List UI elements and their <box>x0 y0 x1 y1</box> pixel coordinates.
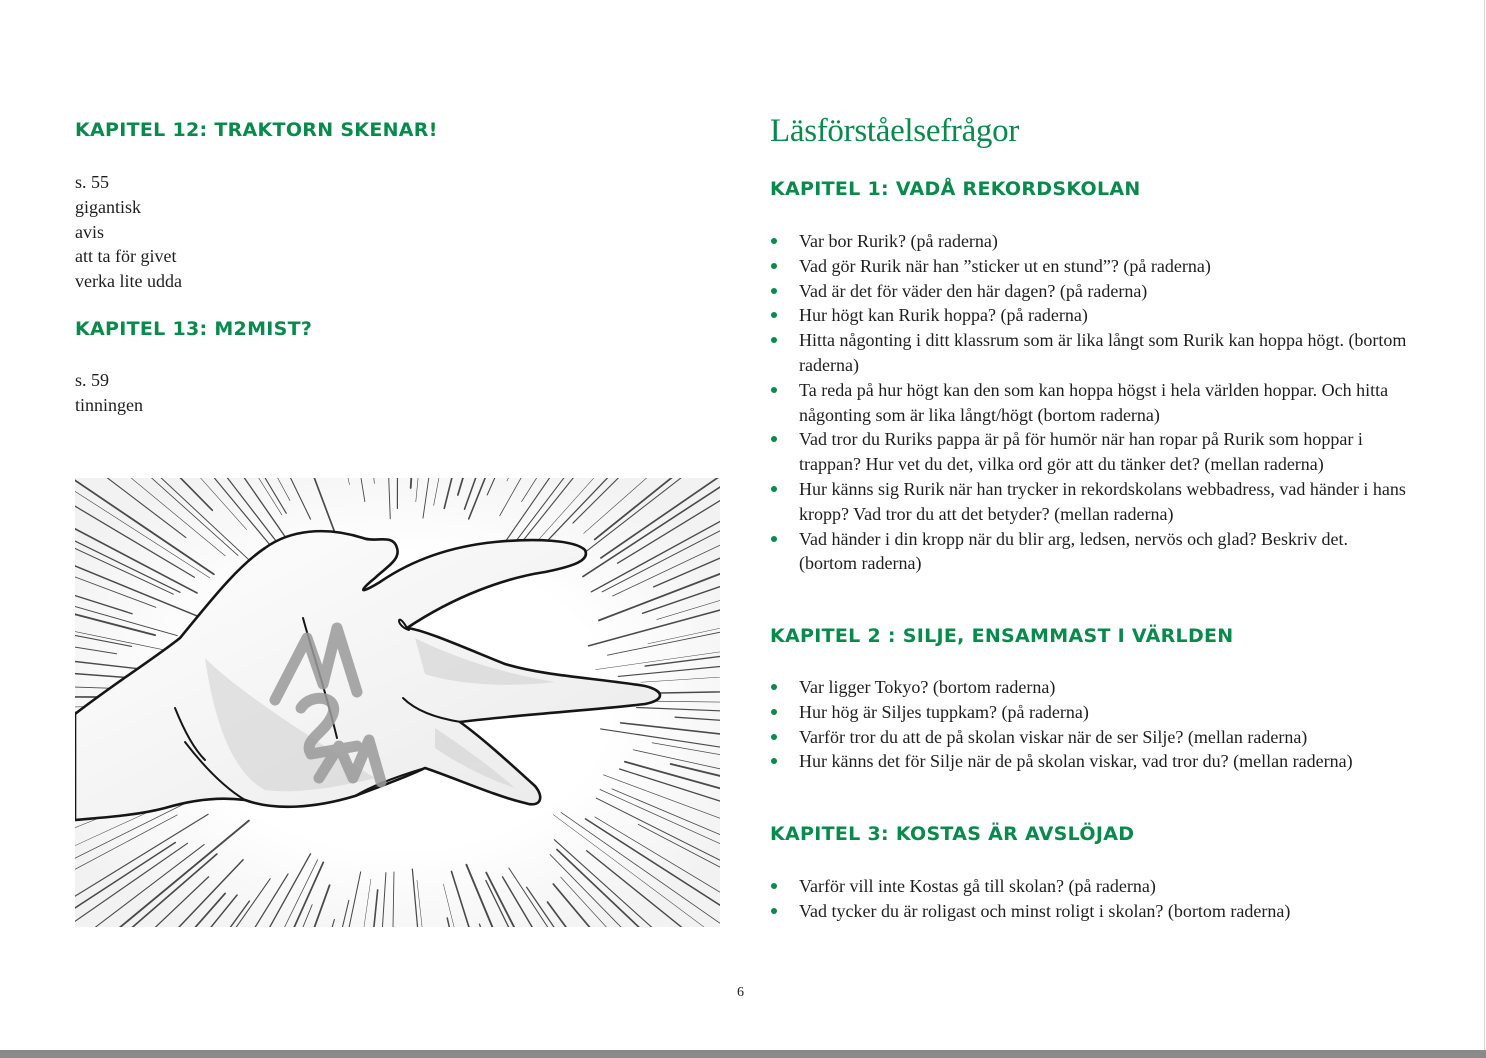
question-item: Vad är det för väder den här dagen? (på raderna) <box>770 279 1410 304</box>
word-list-item: att ta för givet <box>75 246 177 267</box>
page-number: 6 <box>737 985 744 1000</box>
word-list-item: gigantisk <box>75 196 141 217</box>
chapter-2-heading: KAPITEL 2 : SILJE, ENSAMMAST I VÄRLDEN <box>770 625 1234 647</box>
question-item: Hur högt kan Rurik hoppa? (på raderna) <box>770 303 1410 328</box>
chapter-3-questions <box>770 874 1410 924</box>
question-item: Hitta någonting i ditt klassrum som är lika långt som Rurik kan hoppa högt. (bortom raderna) <box>770 328 1410 378</box>
chapter-13-word-list <box>75 368 143 418</box>
word-list-item: verka lite udda <box>75 271 182 292</box>
question-item: Ta reda på hur högt kan den som kan hoppa högst i hela världen hoppar. Och hitta någonting som är lika långt/högt (bortom raderna) <box>770 378 1410 428</box>
word-list-item: avis <box>75 221 104 242</box>
question-item: Var bor Rurik? (på raderna) <box>770 229 1410 254</box>
chapter-1-heading: KAPITEL 1: VADÅ REKORDSKOLAN <box>770 178 1141 200</box>
question-item: Vad tycker du är roligast och minst roligt i skolan? (bortom raderna) <box>770 899 1410 924</box>
page-title: Läsförståelsefrågor <box>770 113 1020 149</box>
question-item: Hur känns det för Silje när de på skolan viskar, vad tror du? (mellan raderna) <box>770 749 1410 774</box>
hand-drawing <box>75 478 720 927</box>
question-item: Hur känns sig Rurik när han trycker in rekordskolans webbadress, vad händer i hans kropp? Vad tror du att det betyder? (mellan raderna) <box>770 477 1410 527</box>
chapter-2-questions <box>770 675 1410 774</box>
question-item: Varför tror du att de på skolan viskar när de ser Silje? (mellan raderna) <box>770 725 1410 750</box>
chapter-1-questions <box>770 229 1410 576</box>
question-item: Vad händer i din kropp när du blir arg, ledsen, nervös och glad? Beskriv det. (bortom raderna) <box>770 527 1410 577</box>
question-item: Var ligger Tokyo? (bortom raderna) <box>770 675 1410 700</box>
hand-illustration <box>75 478 720 927</box>
question-item: Varför vill inte Kostas gå till skolan? (på raderna) <box>770 874 1410 899</box>
chapter-12-heading: KAPITEL 12: TRAKTORN SKENAR! <box>75 119 438 141</box>
question-item: Vad tror du Ruriks pappa är på för humör när han ropar på Rurik som hoppar i trappan? Hur vet du det, vilka ord gör att du tänker det? (mellan raderna) <box>770 427 1410 477</box>
chapter-3-heading: KAPITEL 3: KOSTAS ÄR AVSLÖJAD <box>770 823 1135 845</box>
chapter-12-word-list <box>75 170 182 294</box>
scrollbar-track[interactable] <box>0 1050 1486 1058</box>
chapter-13-heading: KAPITEL 13: M2MIST? <box>75 318 313 340</box>
word-list-item: s. 59 <box>75 370 110 390</box>
question-item: Hur hög är Siljes tuppkam? (på raderna) <box>770 700 1410 725</box>
question-item: Vad gör Rurik när han ”sticker ut en stund”? (på raderna) <box>770 254 1410 279</box>
word-list-item: tinningen <box>75 394 143 415</box>
word-list-item: s. 55 <box>75 172 110 192</box>
